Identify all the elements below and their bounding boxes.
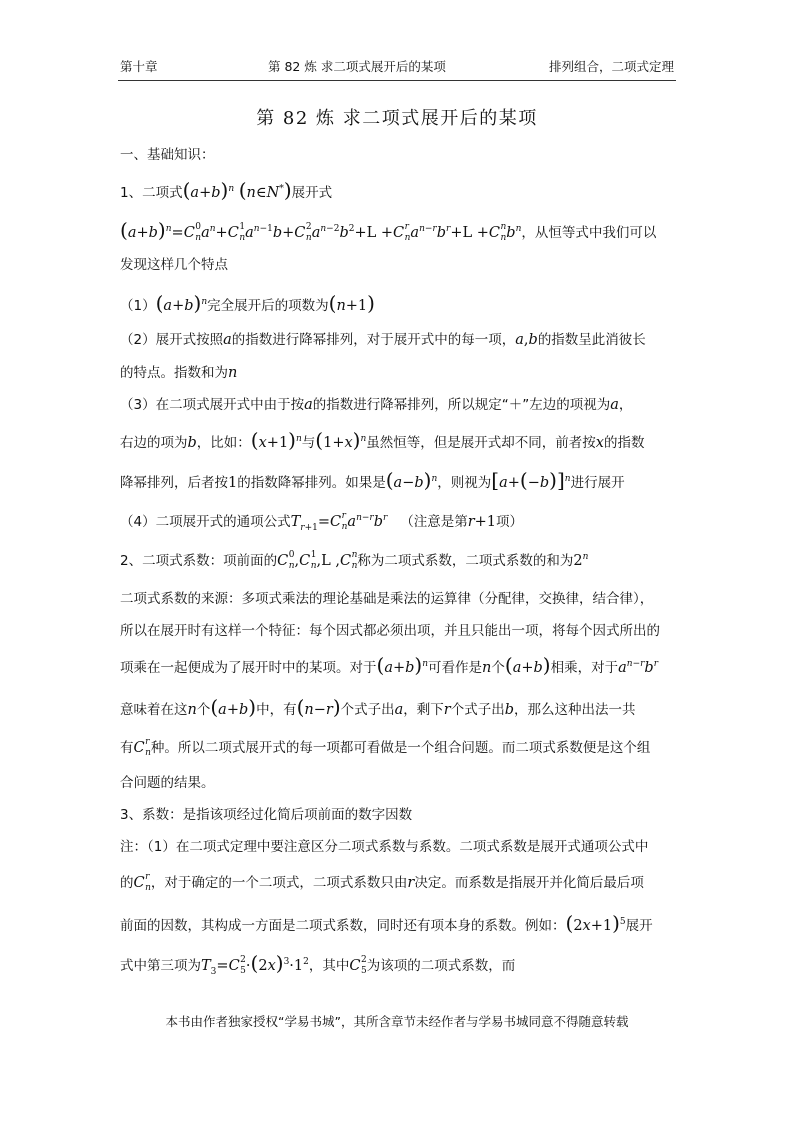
header-lesson: 第 82 炼 求二项式展开后的某项: [268, 59, 446, 74]
feature-3-line-2: 右边的项为b，比如：$(x+1)^n$与$(1+x)^n$虽然恒等，但是展开式却不同，前者按x的指数: [120, 428, 645, 452]
feature-2-line-2: 的特点。指数和为n: [120, 365, 238, 381]
header-chapter: 第十章: [120, 59, 158, 74]
expansion-line-2: 发现这样几个特点: [120, 257, 228, 273]
feature-1: $(1)(a+b)^n$完全展开后的项数为(n+1): [120, 291, 375, 315]
header-topic: 排列组合，二项式定理: [548, 59, 674, 74]
point-3-line: 3、系数：是指该项经过化简后项前面的数字因数: [120, 807, 413, 823]
note-line-3: 前面的因数，其构成一方面是二项式系数，同时还有项本身的系数。例如：$(2x+1)^5$展开: [120, 911, 653, 935]
source-line-2: 所以在展开时有这样一个特征：每个因式都必须出项，并且只能出一项，将每个因式所出的: [120, 623, 660, 639]
source-line-4: 意味着在这n个(a+b)中，有(n−r)个式子出a，剩下r个式子出b，那么这种出法一共: [120, 695, 636, 719]
feature-3: （3）在二项式展开式中由于按a的指数进行降幂排列，所以规定“＋”左边的项视为a，: [120, 397, 633, 413]
source-line-5: 有C r n 种。所以二项式展开式的每一项都可看做是一个组合问题。而二项式系数便是这个组: [120, 737, 651, 758]
page-footer: 本书由作者独家授权“学易书城”，其所含章节未经作者与学易书城同意不得随意转载: [165, 1014, 629, 1029]
header-rule: [118, 80, 676, 81]
feature-2: （2）展开式按照a的指数进行降幂排列，对于展开式中的每一项，a,b的指数呈此消彼长: [120, 332, 646, 348]
section-heading-basic: 一、基础知识：: [120, 147, 215, 163]
point-1-line: 1、二项式$(a+b)^n$ (n∈N*)展开式: [120, 178, 333, 202]
feature-3-line-3: 降幂排列，后者按1的指数降幂排列。如果是$(a-b)^n$，则视为$[a+(-b)]^n$进行展开: [120, 468, 625, 492]
note-line-4: 式中第三项为$T_3=C$ 2 5 $\cdot(2x)^3\cdot 1^2$，其中C 2 5 为该项的二项式系数，而: [120, 951, 516, 977]
page-header: [120, 57, 674, 77]
point-2-line: 2、二项式系数：项前面的C 0 n ,C 1 n ,L ,C n n 称为二项式系数，二项式系数的和为2$^n$: [120, 550, 589, 571]
formula-expansion: $(a+b)^n=C$ 0 n $a^n+C$ 1 n $a^{n-1}b+C$ 2 n $a^{n-2}b^2+L +C$ r n $a^{n-r}b^r+L +C$ n n $b^n$: [120, 218, 522, 243]
source-line-3: 项乘在一起便成为了展开时中的某项。对于$(a+b)^n$可看作是n个(a+b)相乘，对于$a^{n-r}b^r$: [120, 653, 659, 677]
formula-third-term: $T_3=C$ 2 5 $\cdot(2x)^3\cdot 1^2$: [201, 951, 309, 977]
feature-4: （4）二项展开式的通项公式$T_{r+1}=C$ r n $a^{n-r}b^r$ （注意是第r+1项）: [120, 511, 524, 533]
note-line-1: 注：（1）在二项式定理中要注意区分二项式系数与系数。二项式系数是展开式通项公式中: [120, 839, 649, 855]
page-title: 第 82 炼 求二项式展开后的某项: [256, 108, 538, 129]
formula-binomial: $(a+b)^n$ (n∈N*): [182, 178, 292, 202]
source-line-1: 二项式系数的来源：多项式乘法的理论基础是乘法的运算律（分配律，交换律，结合律），: [120, 591, 654, 607]
note-line-2: 的C r n ，对于确定的一个二项式，二项式系数只由r决定。而系数是指展开并化简后最后项: [120, 872, 644, 893]
source-line-6: 合问题的结果。: [120, 775, 215, 791]
formula-general-term: $T_{r+1}=C$ r n $a^{n-r}b^r$: [290, 511, 388, 533]
expansion-line: $(a+b)^n=C$ 0 n $a^n+C$ 1 n $a^{n-1}b+C$ 2 n $a^{n-2}b^2+L +C$ r n $a^{n-r}b^r+L +C$ n n $b^n$，从恒等式中我们可以: [120, 218, 657, 243]
